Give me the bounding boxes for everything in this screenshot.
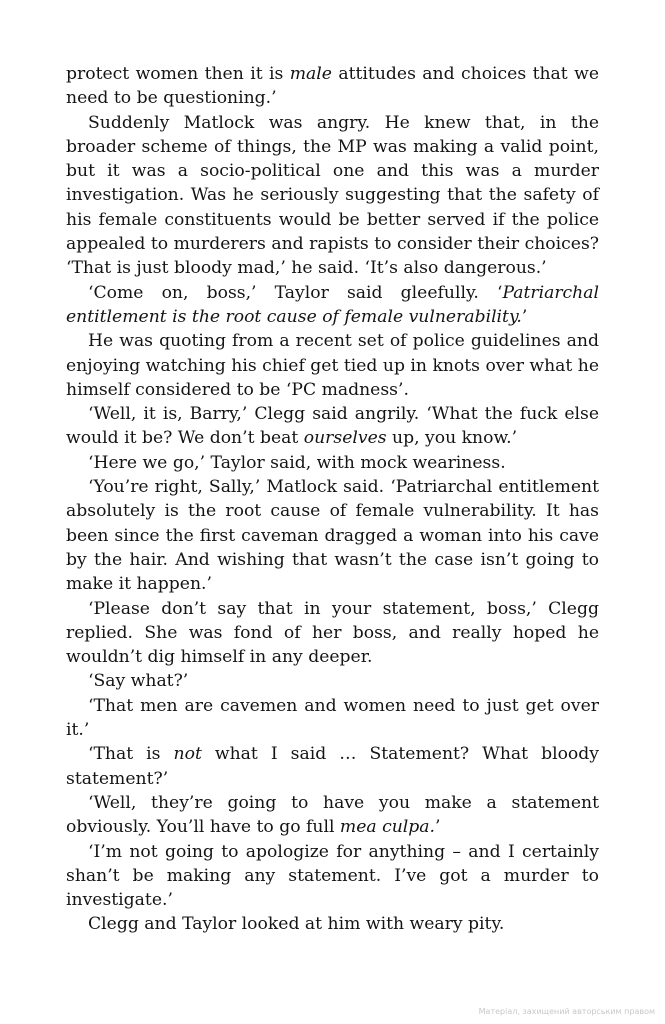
text-run: ‘That is (88, 744, 174, 765)
italic-text: not (173, 744, 202, 765)
text-run: ‘Say what?’ (88, 671, 189, 692)
paragraph (66, 329, 599, 402)
copyright-watermark: Матеріал, захищений авторським правом (478, 1007, 655, 1016)
italic-text: ourselves (303, 428, 387, 449)
text-run: ‘I’m not going to apologize for anything – and I certainly shan’t be making any statement. I’ve got a murder to investigate.’ (66, 841, 599, 911)
paragraph (66, 597, 599, 670)
paragraph (66, 475, 599, 596)
paragraph (66, 742, 599, 791)
text-run: ‘Here we go,’ Taylor said, with mock weariness. (88, 452, 506, 473)
paragraph (66, 62, 599, 111)
text-run: ‘That men are cavemen and women need to just get over it.’ (66, 695, 599, 741)
italic-text: male (289, 64, 332, 84)
text-run: He was quoting from a recent set of police guidelines and enjoying watching his chief get tied up in knots over what he himself considered to be ‘PC madness’. (66, 331, 600, 400)
text-run: ’ (435, 817, 441, 838)
text-run: protect women then it is (66, 64, 290, 84)
paragraph (66, 281, 599, 330)
italic-text: Patriarchal entitlement is the root cause of female vulnerability. (66, 282, 599, 327)
text-run: ‘Please don’t say that in your statement, boss,’ Clegg replied. She was fond of her boss, and really hoped he wouldn’t dig himself in any deeper. (66, 598, 599, 668)
text-run: ’ (521, 306, 528, 327)
text-run: ‘Come on, boss,’ Taylor said gleefully. ‘ (88, 282, 503, 303)
text-run: Suddenly Matlock was angry. He knew that, in the broader scheme of things, the MP was making a valid point, but it was a socio-political one and this was a murder investigation. Was he seriously suggesting that the safety of his female constituents would be better served if the police appealed to murderers and rapists to consider their choices? ‘That is just bloody mad,’ he said. ‘It’s also dangerous.’ (66, 112, 599, 279)
book-page-text (66, 62, 599, 937)
text-run: ‘You’re right, Sally,’ Matlock said. ‘Patriarchal entitlement absolutely is the root cause of female vulnerability. It has been since the first caveman dragged a woman into his cave by the hair. And wishing that wasn’t the case isn’t going to make it happen.’ (66, 477, 599, 595)
paragraph (66, 912, 599, 936)
paragraph (66, 402, 599, 451)
paragraph (66, 669, 599, 693)
text-run: what I said … Statement? What bloody statement?’ (66, 744, 599, 789)
text-run: Clegg and Taylor looked at him with weary pity. (88, 914, 505, 935)
text-run: up, you know.’ (386, 428, 518, 449)
text-run: ‘Well, it is, Barry,’ Clegg said angrily. ‘What the fuck else would it be? We don’t beat (66, 404, 599, 449)
paragraph (66, 791, 599, 840)
italic-text: mea culpa. (339, 817, 436, 838)
text-run: attitudes and choices that we need to be questioning.’ (66, 64, 599, 109)
text-run: ‘Well, they’re going to have you make a statement obviously. You’ll have to go full (66, 792, 599, 838)
paragraph (66, 840, 599, 913)
paragraph (66, 111, 599, 281)
paragraph (66, 694, 599, 743)
paragraph (66, 451, 599, 475)
